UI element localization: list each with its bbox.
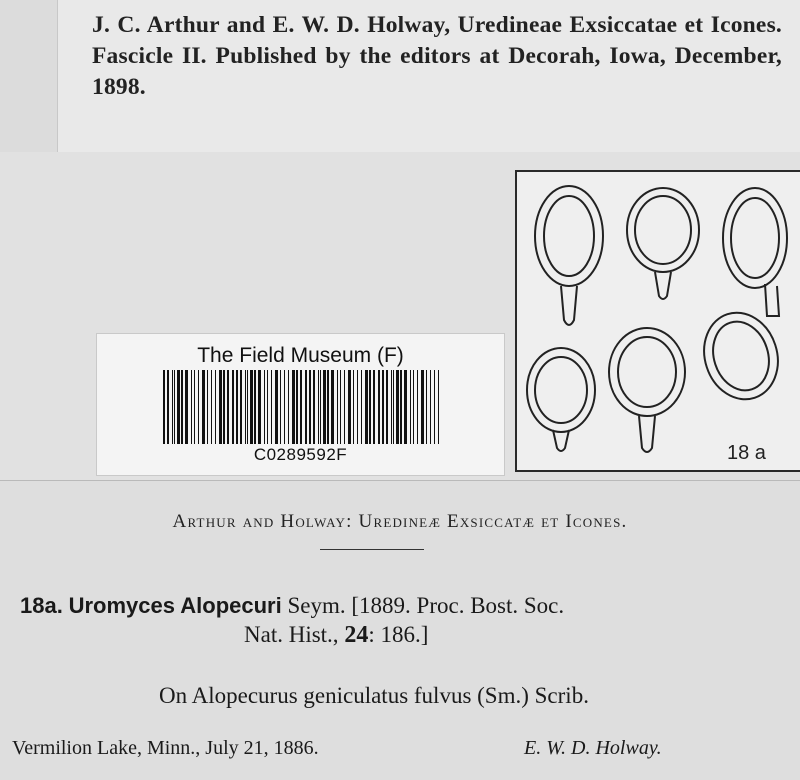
barcode-bar: [250, 370, 253, 444]
barcode-bar: [181, 370, 183, 444]
barcode-bar: [264, 370, 265, 444]
barcode-bar: [236, 370, 238, 444]
barcode-bar: [191, 370, 192, 444]
teliospore-5: [609, 328, 685, 452]
barcode-bar: [240, 370, 242, 444]
teliospore-6: [693, 303, 789, 409]
barcode-bar: [211, 370, 212, 444]
barcode-bar: [300, 370, 302, 444]
barcode-bar: [391, 370, 392, 444]
barcode-bar: [167, 370, 169, 444]
species-authority: Seym.: [287, 593, 346, 618]
barcode-bar: [320, 370, 321, 444]
barcode-bar: [404, 370, 407, 444]
barcode-bar: [177, 370, 180, 444]
barcode-bar: [288, 370, 289, 444]
barcode-bar: [417, 370, 418, 444]
teliospore-3: [723, 188, 787, 316]
barcode-bar: [434, 370, 435, 444]
barcode-bar: [318, 370, 319, 444]
barcode-bars: [163, 370, 439, 444]
barcode-bar: [219, 370, 222, 444]
barcode-bar: [194, 370, 195, 444]
barcode-bar: [292, 370, 295, 444]
barcode-bar: [207, 370, 208, 444]
barcode-bar: [232, 370, 234, 444]
citation-journal: Nat. Hist.,: [244, 622, 339, 647]
citation-line1: [1889. Proc. Bost. Soc.: [351, 593, 565, 618]
barcode-catalog-number: C0289592F: [253, 445, 348, 464]
barcode-bar: [327, 370, 329, 444]
barcode-bar: [378, 370, 380, 444]
citation-line2: [244, 622, 428, 649]
spore-illustration: [515, 170, 800, 472]
divider-rule: [320, 549, 424, 550]
barcode-bar: [365, 370, 368, 444]
exsiccata-header-label: [57, 0, 800, 153]
barcode-bar: [340, 370, 341, 444]
barcode-bar: [348, 370, 351, 444]
header-label-text: J. C. Arthur and E. W. D. Holway, Uredineae Exsiccatae et Icones. Fascicle II. Published by the editors at Decorah, Iowa, December, 1898.: [92, 12, 782, 100]
barcode-bar: [247, 370, 248, 444]
figure-label: 18 a: [727, 442, 766, 464]
barcode-bar: [357, 370, 358, 444]
specimen-label: [0, 480, 800, 780]
barcode-bar: [185, 370, 188, 444]
barcode-bar: [323, 370, 326, 444]
barcode-bar: [353, 370, 354, 444]
barcode-label: [96, 333, 505, 476]
barcode-bar: [275, 370, 278, 444]
barcode-bar: [271, 370, 272, 444]
series-title: Arthur and Holway: Uredineæ Exsiccatæ et Icones.: [172, 511, 628, 532]
barcode-bar: [215, 370, 216, 444]
teliospore-1: [535, 186, 603, 325]
teliospore-4: [527, 348, 595, 451]
barcode-bar: [426, 370, 427, 444]
barcode-bar: [163, 370, 165, 444]
barcode-bar: [223, 370, 225, 444]
barcode-bar: [396, 370, 399, 444]
barcode-bar: [331, 370, 334, 444]
barcode-bar: [382, 370, 384, 444]
barcode-bar: [313, 370, 315, 444]
barcode-bar: [296, 370, 298, 444]
barcode-bar: [413, 370, 414, 444]
barcode-bar: [172, 370, 173, 444]
teliospore-2: [627, 188, 699, 299]
citation-page: : 186.]: [368, 622, 429, 647]
barcode-bar: [280, 370, 281, 444]
barcode-bar: [421, 370, 424, 444]
taxon-line: [20, 593, 564, 619]
barcode-bar: [386, 370, 388, 444]
barcode-bar: [400, 370, 402, 444]
barcode-bar: [174, 370, 175, 444]
barcode-bar: [198, 370, 199, 444]
barcode-institution: The Field Museum (F): [197, 344, 404, 367]
barcode-bar: [373, 370, 375, 444]
barcode-bar: [227, 370, 229, 444]
barcode-bar: [369, 370, 371, 444]
collector-name: E. W. D. Holway.: [524, 737, 662, 759]
barcode-bar: [258, 370, 261, 444]
barcode-bar: [202, 370, 205, 444]
barcode-bar: [410, 370, 411, 444]
barcode-bar: [337, 370, 338, 444]
exsiccata-number: 18a.: [20, 593, 63, 618]
barcode-bar: [438, 370, 439, 444]
barcode-bar: [267, 370, 268, 444]
teliospore-drawings: [517, 172, 800, 470]
host-plant: On Alopecurus geniculatus fulvus (Sm.) Scrib.: [159, 683, 589, 708]
barcode-bar: [245, 370, 246, 444]
barcode-bar: [430, 370, 431, 444]
barcode-bar: [305, 370, 307, 444]
barcode-bar: [284, 370, 285, 444]
locality-date: Vermilion Lake, Minn., July 21, 1886.: [12, 737, 319, 759]
barcode-bar: [344, 370, 345, 444]
barcode-bar: [254, 370, 256, 444]
barcode-bar: [393, 370, 394, 444]
barcode-bar: [309, 370, 311, 444]
species-name: Uromyces Alopecuri: [68, 593, 282, 618]
barcode-bar: [361, 370, 362, 444]
citation-volume: 24: [344, 622, 369, 648]
